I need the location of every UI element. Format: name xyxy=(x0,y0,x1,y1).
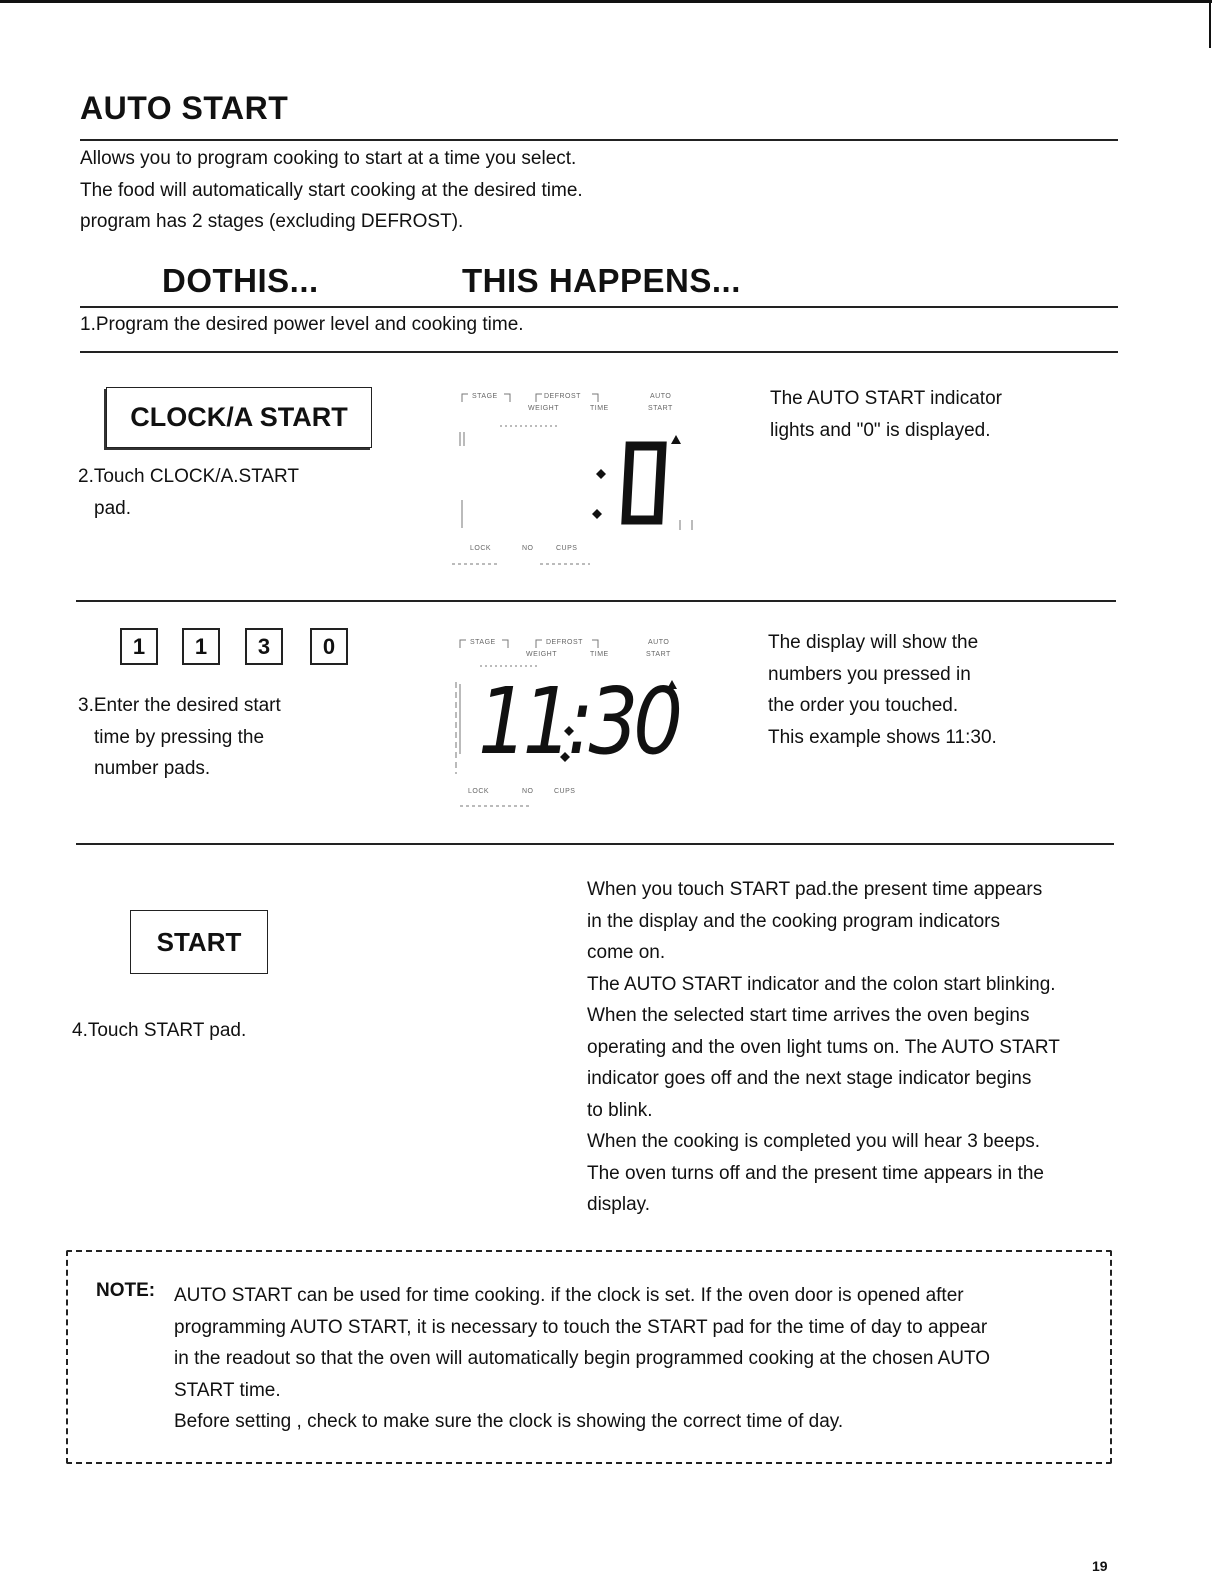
step-1-rule xyxy=(80,351,1118,353)
lcd-label: TIME xyxy=(590,651,609,658)
lcd-label: CUPS xyxy=(554,788,576,795)
lcd-label: DEFROST xyxy=(544,393,581,400)
clock-a-start-pad[interactable]: CLOCK/A START xyxy=(106,387,372,448)
note-line: programming AUTO START, it is necessary to touch the START pad for the time of day to appear xyxy=(174,1316,988,1338)
top-border xyxy=(0,0,1212,3)
result-line: The AUTO START indicator xyxy=(770,388,1002,409)
step-4-result xyxy=(587,874,1060,1221)
lcd-label: LOCK xyxy=(470,545,492,552)
result-line: numbers you pressed in xyxy=(768,663,971,685)
result-line: to blink. xyxy=(587,1099,653,1121)
lcd-label: LOCK xyxy=(468,788,490,795)
result-line: This example shows 11:30. xyxy=(768,726,997,748)
lcd-label: AUTO xyxy=(648,639,670,646)
note-line: START time. xyxy=(174,1379,281,1401)
intro-line: program has 2 stages (excluding DEFROST). xyxy=(80,211,464,232)
intro-text xyxy=(80,143,583,238)
number-pad-3[interactable]: 3 xyxy=(245,628,283,665)
step-3-result xyxy=(768,627,997,753)
step-2-rule xyxy=(76,600,1116,602)
result-line: display. xyxy=(587,1194,651,1215)
lcd-label: STAGE xyxy=(470,639,496,646)
step-2-line: 2.Touch CLOCK/A.START xyxy=(78,466,300,487)
lcd-display-step-2 xyxy=(440,380,700,570)
number-pad-1[interactable]: 1 xyxy=(182,628,220,665)
result-line: When the selected start time arrives the oven begins xyxy=(587,1005,1030,1026)
step-3-line: number pads. xyxy=(94,758,211,779)
note-line: in the readout so that the oven will automatically begin programmed cooking at the chosen AUTO xyxy=(174,1348,991,1369)
page-title: AUTO START xyxy=(80,90,289,126)
note-label: NOTE: xyxy=(96,1280,156,1301)
lcd-label: START xyxy=(646,651,671,658)
title-rule xyxy=(80,139,1118,141)
result-line: indicator goes off and the next stage indicator begins xyxy=(587,1068,1032,1089)
result-line: When you touch START pad.the present time appears xyxy=(587,879,1043,900)
this-happens-heading: THIS HAPPENS... xyxy=(462,262,741,299)
result-line: lights and "0" is displayed. xyxy=(770,419,991,441)
note-line: AUTO START can be used for time cooking. if the clock is set. If the oven door is opened after xyxy=(174,1285,964,1306)
result-line: The oven turns off and the present time appears in the xyxy=(587,1162,1044,1184)
result-line: come on. xyxy=(587,942,666,963)
lcd-label: NO xyxy=(522,788,534,795)
top-border-corner xyxy=(1209,0,1211,48)
step-3-line: 3.Enter the desired start xyxy=(78,695,281,716)
step-3-text xyxy=(78,690,281,785)
result-line: When the cooking is completed you will hear 3 beeps. xyxy=(587,1131,1041,1152)
lcd-time-readout: 11:30 xyxy=(478,668,678,775)
header-rule xyxy=(80,306,1118,308)
result-line: operating and the oven light tums on. The AUTO START xyxy=(587,1036,1060,1058)
result-line: The display will show the xyxy=(768,632,979,653)
step-2-line: pad. xyxy=(94,497,131,519)
lcd-label: DEFROST xyxy=(546,639,583,646)
lcd-label: CUPS xyxy=(556,545,578,552)
lcd-label: WEIGHT xyxy=(526,651,557,658)
step-3-line: time by pressing the xyxy=(94,726,265,748)
start-pad[interactable]: START xyxy=(130,910,268,974)
number-pad-0[interactable]: 0 xyxy=(310,628,348,665)
step-1-text: 1.Program the desired power level and cooking time. xyxy=(80,314,524,335)
lcd-display-step-3 xyxy=(440,624,700,814)
lcd-label: TIME xyxy=(590,405,609,412)
step-4-text: 4.Touch START pad. xyxy=(72,1020,247,1041)
result-line: in the display and the cooking program indicators xyxy=(587,910,1000,932)
result-line: The AUTO START indicator and the colon start blinking. xyxy=(587,973,1056,995)
step-2-result xyxy=(770,383,1002,446)
note-line: Before setting , check to make sure the clock is showing the correct time of day. xyxy=(174,1411,844,1432)
lcd-label: START xyxy=(648,405,673,412)
lcd-label: AUTO xyxy=(650,393,672,400)
step-3-rule xyxy=(76,843,1114,845)
result-line: the order you touched. xyxy=(768,695,959,716)
number-pad-1[interactable]: 1 xyxy=(120,628,158,665)
lcd-label: STAGE xyxy=(472,393,498,400)
lcd-label: NO xyxy=(522,545,534,552)
lcd-label: WEIGHT xyxy=(528,405,559,412)
note-text xyxy=(174,1280,1094,1438)
intro-line: The food will automatically start cooking at the desired time. xyxy=(80,179,583,201)
page-number: 19 xyxy=(1092,1558,1108,1574)
do-this-heading: DOTHIS... xyxy=(162,262,319,299)
step-2-text xyxy=(78,461,299,524)
intro-line: Allows you to program cooking to start at a time you select. xyxy=(80,148,577,169)
